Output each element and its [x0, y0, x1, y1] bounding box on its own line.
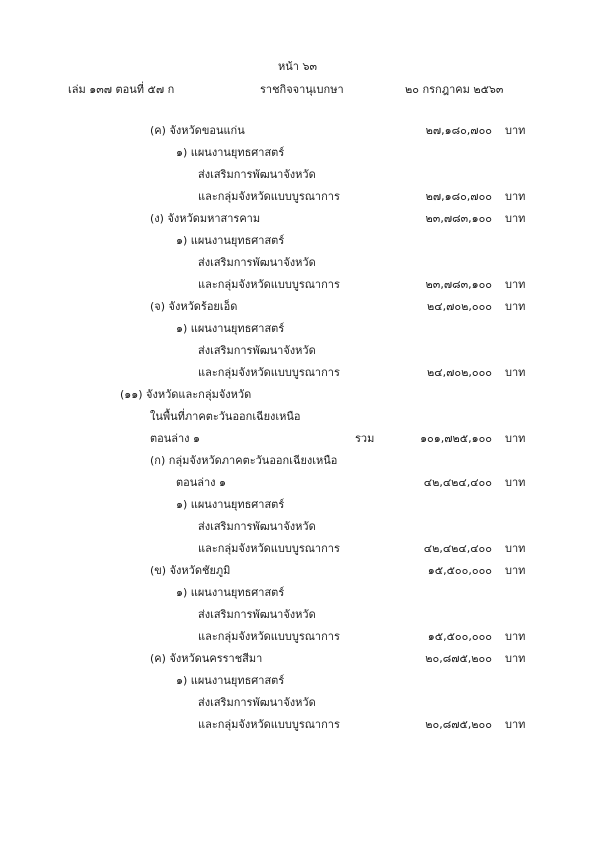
- amount-value: ๒๔,๗๐๒,๐๐๐: [427, 300, 492, 313]
- amount-value: ๒๗,๑๘๐,๗๐๐: [425, 190, 492, 203]
- item-label: (ง) จังหวัดมหาสารคาม: [150, 212, 261, 225]
- item-label: ๑) แผนงานยุทธศาสตร์: [176, 322, 285, 335]
- item-label: และกลุ่มจังหวัดแบบบูรณาการ: [198, 542, 340, 555]
- item-label: และกลุ่มจังหวัดแบบบูรณาการ: [198, 630, 340, 643]
- amount-value: ๒๔,๗๐๒,๐๐๐: [427, 366, 492, 379]
- currency-unit: บาท: [505, 542, 526, 555]
- currency-unit: บาท: [505, 124, 526, 137]
- item-label: ส่งเสริมการพัฒนาจังหวัด: [198, 520, 316, 533]
- amount-value: ๒๓,๗๘๓,๑๐๐: [425, 278, 492, 291]
- item-label: ส่งเสริมการพัฒนาจังหวัด: [198, 256, 316, 269]
- volume-issue: เล่ม ๑๓๗ ตอนที่ ๕๗ ก: [68, 83, 175, 96]
- amount-value: ๔๒,๔๒๔,๔๐๐: [423, 476, 492, 489]
- amount-value: ๒๓,๗๘๓,๑๐๐: [425, 212, 492, 225]
- item-label: (๑๑) จังหวัดและกลุ่มจังหวัด: [120, 388, 252, 401]
- currency-unit: บาท: [505, 718, 526, 731]
- currency-unit: บาท: [505, 476, 526, 489]
- currency-unit: บาท: [505, 366, 526, 379]
- item-label: และกลุ่มจังหวัดแบบบูรณาการ: [198, 366, 340, 379]
- item-label: (จ) จังหวัดร้อยเอ็ด: [150, 300, 238, 313]
- item-label: (ค) จังหวัดขอนแก่น: [150, 124, 245, 137]
- item-label: ส่งเสริมการพัฒนาจังหวัด: [198, 168, 316, 181]
- publication-date: ๒๐ กรกฎาคม ๒๕๖๓: [405, 83, 504, 96]
- amount-value: ๑๕,๕๐๐,๐๐๐: [427, 630, 492, 643]
- gazette-name: ราชกิจจานุเบกษา: [260, 83, 344, 96]
- page-number: หน้า ๖๓: [278, 60, 317, 73]
- item-label: ในพื้นที่ภาคตะวันออกเฉียงเหนือ: [150, 410, 301, 423]
- item-label: ส่งเสริมการพัฒนาจังหวัด: [198, 608, 316, 621]
- currency-unit: บาท: [505, 300, 526, 313]
- item-label: ตอนล่าง ๑: [150, 432, 201, 445]
- item-label: (ก) กลุ่มจังหวัดภาคตะวันออกเฉียงเหนือ: [150, 454, 338, 467]
- amount-value: ๒๐,๘๗๕,๒๐๐: [425, 718, 492, 731]
- total-label: รวม: [355, 432, 375, 445]
- item-label: ๑) แผนงานยุทธศาสตร์: [176, 586, 285, 599]
- amount-value: ๑๕,๕๐๐,๐๐๐: [427, 564, 492, 577]
- item-label: ๑) แผนงานยุทธศาสตร์: [176, 234, 285, 247]
- currency-unit: บาท: [505, 278, 526, 291]
- currency-unit: บาท: [505, 212, 526, 225]
- item-label: และกลุ่มจังหวัดแบบบูรณาการ: [198, 190, 340, 203]
- item-label: ตอนล่าง ๑: [176, 476, 227, 489]
- currency-unit: บาท: [505, 630, 526, 643]
- currency-unit: บาท: [505, 432, 526, 445]
- item-label: (ข) จังหวัดชัยภูมิ: [150, 564, 231, 577]
- amount-value: ๒๗,๑๘๐,๗๐๐: [425, 124, 492, 137]
- amount-value: ๑๐๑,๗๒๕,๑๐๐: [420, 432, 492, 445]
- item-label: ๑) แผนงานยุทธศาสตร์: [176, 674, 285, 687]
- item-label: ส่งเสริมการพัฒนาจังหวัด: [198, 696, 316, 709]
- currency-unit: บาท: [505, 190, 526, 203]
- currency-unit: บาท: [505, 652, 526, 665]
- item-label: ส่งเสริมการพัฒนาจังหวัด: [198, 344, 316, 357]
- item-label: และกลุ่มจังหวัดแบบบูรณาการ: [198, 278, 340, 291]
- item-label: และกลุ่มจังหวัดแบบบูรณาการ: [198, 718, 340, 731]
- currency-unit: บาท: [505, 564, 526, 577]
- item-label: (ค) จังหวัดนครราชสีมา: [150, 652, 263, 665]
- amount-value: ๒๐,๘๗๕,๒๐๐: [425, 652, 492, 665]
- amount-value: ๔๒,๔๒๔,๔๐๐: [423, 542, 492, 555]
- item-label: ๑) แผนงานยุทธศาสตร์: [176, 498, 285, 511]
- item-label: ๑) แผนงานยุทธศาสตร์: [176, 146, 285, 159]
